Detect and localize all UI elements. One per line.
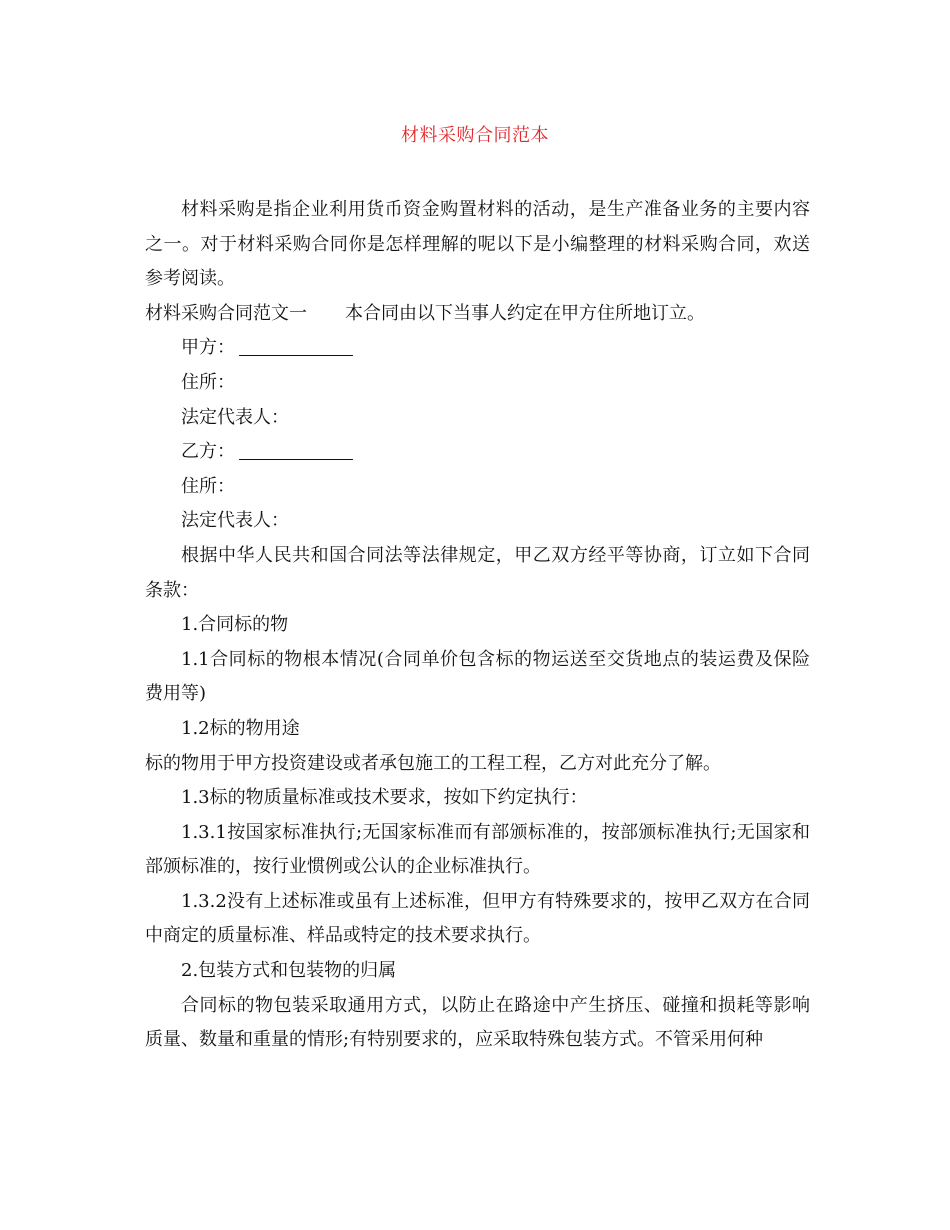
clause-paragraph: 1.合同标的物 bbox=[181, 614, 289, 636]
clause-paragraph: 标的物用于甲方投资建设或者承包施工的工程工程，乙方对此充分了解。 bbox=[145, 752, 721, 774]
clause-paragraph: 1.2标的物用途 bbox=[181, 717, 300, 739]
party-a-rep: 法定代表人： bbox=[181, 406, 289, 428]
party-a-label: 甲方： bbox=[181, 337, 235, 359]
clause-paragraph: 1.3.2没有上述标准或虽有上述标准，但甲方有特殊要求的，按甲乙双方在合同中商定的质量标准、样品或特定的技术要求执行。 bbox=[145, 890, 810, 947]
preamble-paragraph: 根据中华人民共和国合同法等法律规定，甲乙双方经平等协商，订立如下合同条款： bbox=[145, 544, 810, 601]
party-a-address: 住所： bbox=[181, 371, 235, 393]
document-title: 材料采购合同范本 bbox=[401, 125, 549, 146]
clause-paragraph: 1.3标的物质量标准或技术要求，按如下约定执行： bbox=[181, 787, 588, 809]
section-first-line: 本合同由以下当事人约定在甲方住所地订立。 bbox=[345, 302, 705, 324]
party-b-label: 乙方： bbox=[181, 441, 235, 463]
party-b-address: 住所： bbox=[181, 475, 235, 497]
party-b-rep: 法定代表人： bbox=[181, 510, 289, 532]
clause-paragraph: 合同标的物包装采取通用方式，以防止在路途中产生挤压、碰撞和损耗等影响质量、数量和重量的情形;有特别要求的，应采取特殊包装方式。不管采用何种 bbox=[145, 994, 810, 1051]
party-b-line bbox=[145, 435, 810, 470]
clause-paragraph: 1.1合同标的物根本情况(合同单价包含标的物运送至交货地点的装运费及保险费用等) bbox=[145, 648, 810, 705]
intro-paragraph: 材料采购是指企业利用货币资金购置材料的活动，是生产准备业务的主要内容之一。对于材料采购合同你是怎样理解的呢以下是小编整理的材料采购合同，欢送参考阅读。 bbox=[145, 199, 810, 290]
document-body bbox=[145, 193, 810, 1058]
party-b-blank bbox=[239, 441, 353, 460]
section-line bbox=[145, 297, 810, 332]
section-heading: 材料采购合同范文一 bbox=[145, 302, 307, 324]
clause-paragraph: 1.3.1按国家标准执行;无国家标准而有部颁标准的，按部颁标准执行;无国家和部颁标准的，按行业惯例或公认的企业标准执行。 bbox=[145, 821, 810, 878]
clause-paragraph: 2.包装方式和包装物的归属 bbox=[181, 960, 397, 982]
party-a-blank bbox=[239, 337, 353, 356]
party-a-line bbox=[145, 331, 810, 366]
